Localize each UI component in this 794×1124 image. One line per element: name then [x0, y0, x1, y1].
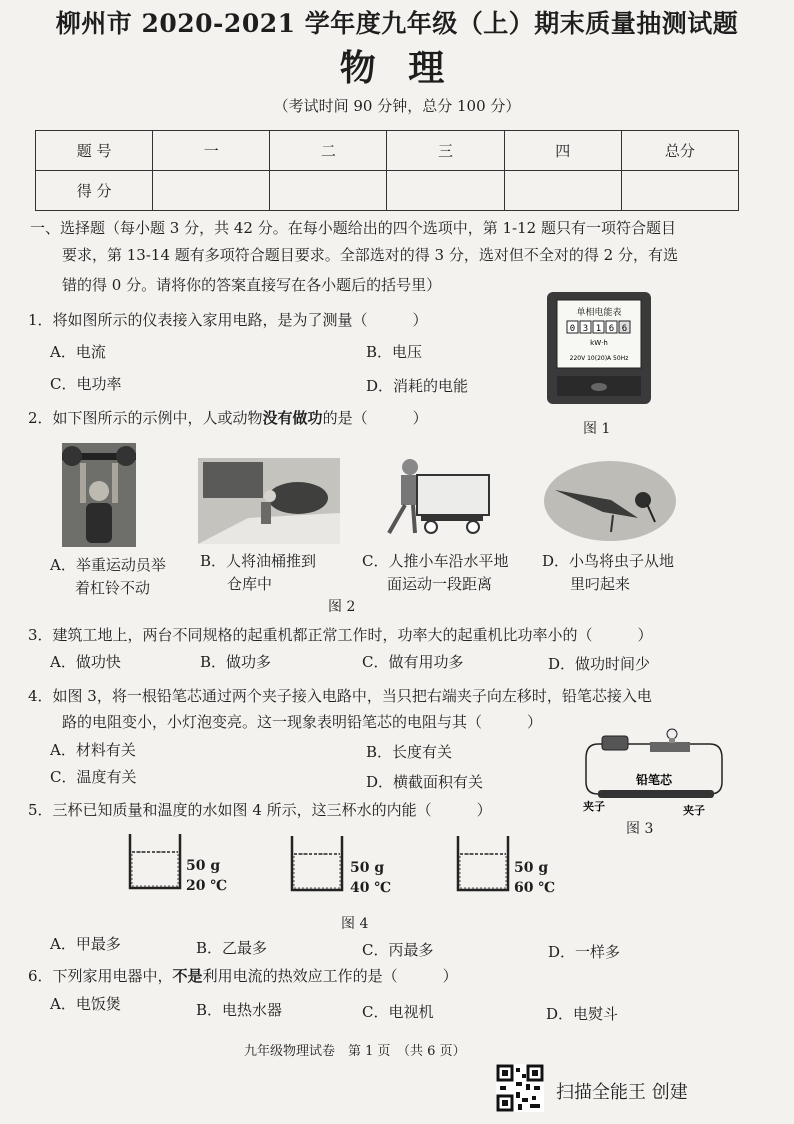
q4-stem-line2: 路的电阻变小，小灯泡变亮。这一现象表明铅笔芯的电阻与其（ ） — [62, 713, 543, 731]
left-clip-label: 夹子 — [583, 800, 605, 813]
score-input-cell[interactable] — [621, 171, 738, 211]
bird-image — [543, 460, 677, 542]
score-table-cell: 得 分 — [36, 171, 153, 211]
q6-stem — [28, 966, 458, 986]
q2-stem-post: 的是（ ） — [322, 409, 428, 427]
q2-option-d-line2: 里叼起来 — [570, 575, 631, 593]
q2-option-b-line1: B．人将油桶推到 — [200, 552, 317, 570]
score-input-cell[interactable] — [270, 171, 387, 211]
pencil-circuit-figure — [580, 728, 730, 820]
q2-option-b[interactable] — [200, 551, 316, 571]
q4-option-a[interactable]: A．材料有关 — [50, 741, 136, 759]
q2-option-b-line2: 仓库中 — [227, 575, 273, 593]
meter-digit: 0 — [569, 324, 576, 334]
exam-time-info: （考试时间 90 分钟，总分 100 分） — [273, 97, 521, 115]
q3-stem: 3．建筑工地上，两台不同规格的起重机都正常工作时，功率大的起重机比功率小的（ ） — [28, 626, 653, 644]
weightlifter-image — [62, 443, 136, 547]
figure1-caption: 图 1 — [583, 421, 611, 437]
score-input-cell[interactable] — [387, 171, 504, 211]
exam-title: 柳州市 2020-2021 学年度九年级（上）期末质量抽测试题 — [55, 9, 739, 38]
q2-option-c-line1: C．人推小车沿水平地 — [362, 552, 509, 570]
beaker-bing-mass: 50 g — [514, 860, 549, 876]
page-footer: 九年级物理试卷 第 1 页 （共 6 页） — [244, 1044, 466, 1059]
beaker-bing-temp: 60 ℃ — [514, 880, 556, 896]
q2-stem — [28, 408, 428, 428]
beaker-bing-icon — [456, 834, 510, 894]
q1-option-c[interactable]: C．电功率 — [50, 375, 122, 393]
qr-code-icon — [496, 1064, 544, 1112]
q6-option-a[interactable]: A．电饭煲 — [50, 995, 121, 1013]
scanner-watermark: 扫描全能王 创建 — [556, 1082, 688, 1103]
q3-option-d[interactable]: D．做功时间少 — [548, 655, 651, 673]
q4-option-d[interactable]: D．横截面积有关 — [366, 773, 484, 791]
q2-stem-emphasis: 没有做功 — [262, 409, 323, 427]
meter-digit: 6 — [621, 324, 628, 334]
figure4-caption: 图 4 — [341, 916, 369, 932]
q3-option-c[interactable]: C．做有用功多 — [362, 653, 464, 671]
subject-title: 物 理 — [339, 47, 455, 89]
meter-title: 单相电能表 — [576, 308, 622, 318]
electric-meter-figure — [545, 290, 655, 410]
score-table-cell: 四 — [504, 131, 621, 171]
score-table-cell: 一 — [153, 131, 270, 171]
q5-option-b[interactable]: B．乙最多 — [196, 939, 268, 957]
q6-option-d[interactable]: D．电熨斗 — [546, 1005, 619, 1023]
score-table — [35, 130, 739, 211]
meter-digit: 1 — [595, 324, 602, 334]
q1-option-a[interactable]: A．电流 — [50, 343, 106, 361]
q1-option-d[interactable]: D．消耗的电能 — [366, 377, 469, 395]
q6-option-b[interactable]: B．电热水器 — [196, 1001, 283, 1019]
beaker-jia-mass: 50 g — [186, 858, 221, 874]
meter-unit: kW·h — [590, 339, 608, 347]
q2-stem-pre: 2．如下图所示的示例中，人或动物 — [28, 409, 263, 427]
q3-option-a[interactable]: A．做功快 — [50, 653, 121, 671]
q4-stem-line1: 4．如图 3，将一根铅笔芯通过两个夹子接入电路中，当只把右端夹子向左移时，铅笔芯接入电 — [28, 687, 652, 705]
score-table-header-row — [36, 131, 739, 171]
score-table-cell: 总分 — [621, 131, 738, 171]
beaker-yi-icon — [290, 834, 344, 894]
q2-option-a[interactable] — [50, 555, 166, 575]
score-table-score-row — [36, 171, 739, 211]
q2-option-c[interactable] — [362, 551, 508, 571]
q6-stem-emphasis: 不是 — [172, 967, 203, 985]
pencil-lead-label: 铅笔芯 — [635, 773, 673, 787]
q6-stem-post: 利用电流的热效应工作的是（ ） — [202, 967, 458, 985]
q1-stem: 1．将如图所示的仪表接入家用电路，是为了测量（ ） — [28, 311, 428, 329]
q1-option-b[interactable]: B．电压 — [366, 343, 423, 361]
figure2-caption: 图 2 — [328, 599, 356, 615]
section1-instructions-line2: 要求，第 13-14 题有多项符合题目要求。全部选对的得 3 分，选对但不全对的得 2 分，有选 — [62, 246, 678, 264]
q5-option-d[interactable]: D．一样多 — [548, 943, 621, 961]
section1-instructions-line1: 一、选择题（每小题 3 分，共 42 分。在每小题给出的四个选项中，第 1-12 题只有一项符合题目 — [30, 219, 676, 237]
q3-option-b[interactable]: B．做功多 — [200, 653, 272, 671]
q2-option-d-line1: D．小鸟将虫子从地 — [542, 552, 675, 570]
score-input-cell[interactable] — [504, 171, 621, 211]
q4-option-b[interactable]: B．长度有关 — [366, 743, 453, 761]
q2-option-a-line2: 着杠铃不动 — [75, 579, 151, 597]
score-table-cell: 二 — [270, 131, 387, 171]
meter-digit: 6 — [608, 324, 615, 334]
beaker-yi-temp: 40 ℃ — [350, 880, 392, 896]
q2-option-c-line2: 面运动一段距离 — [387, 575, 493, 593]
score-input-cell[interactable] — [153, 171, 270, 211]
right-clip-label: 夹子 — [683, 804, 705, 817]
q5-option-c[interactable]: C．丙最多 — [362, 941, 434, 959]
score-table-cell: 三 — [387, 131, 504, 171]
q2-option-d[interactable] — [542, 551, 674, 571]
beaker-jia-temp: 20 ℃ — [186, 878, 228, 894]
figure3-caption: 图 3 — [626, 821, 654, 837]
meter-rating: 220V 10(20)A 50Hz — [569, 355, 629, 362]
score-table-cell: 题 号 — [36, 131, 153, 171]
q5-stem: 5．三杯已知质量和温度的水如图 4 所示，这三杯水的内能（ ） — [28, 801, 492, 819]
oil-barrel-image — [198, 458, 340, 544]
push-cart-image — [365, 455, 495, 540]
section1-instructions-line3: 错的得 0 分。请将你的答案直接写在各小题后的括号里） — [62, 276, 442, 294]
q5-option-a[interactable]: A．甲最多 — [50, 935, 121, 953]
q6-stem-pre: 6．下列家用电器中， — [28, 967, 173, 985]
q4-option-c[interactable]: C．温度有关 — [50, 768, 137, 786]
q6-option-c[interactable]: C．电视机 — [362, 1003, 434, 1021]
meter-digit: 3 — [582, 324, 589, 334]
beaker-jia-icon — [128, 832, 182, 892]
beaker-yi-mass: 50 g — [350, 860, 385, 876]
meter-digits — [567, 321, 630, 334]
q2-option-a-line1: A．举重运动员举 — [50, 556, 166, 574]
